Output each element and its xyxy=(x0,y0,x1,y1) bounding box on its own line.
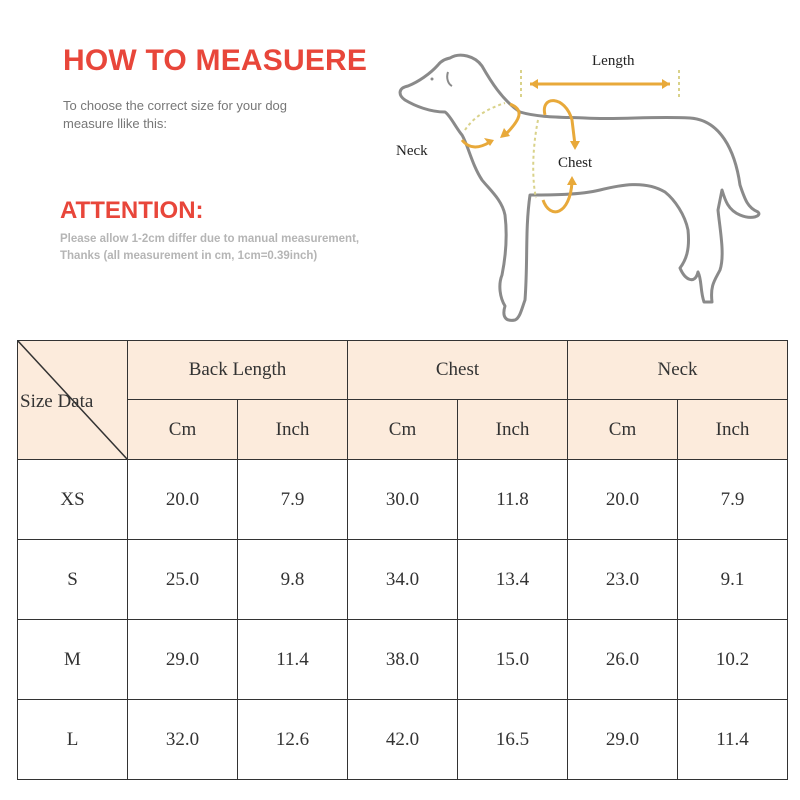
length-label: Length xyxy=(592,53,635,69)
corner-label: Size Data xyxy=(20,391,94,412)
value-cell: 20.0 xyxy=(568,460,678,540)
value-cell: 26.0 xyxy=(568,620,678,700)
value-cell: 20.0 xyxy=(128,460,238,540)
neck-label: Neck xyxy=(396,143,428,159)
instructions xyxy=(63,97,363,133)
value-cell: 13.4 xyxy=(458,540,568,620)
unit-header: Inch xyxy=(678,400,788,460)
group-header-back-length: Back Length xyxy=(128,341,348,400)
header-row-groups xyxy=(18,341,788,400)
value-cell: 30.0 xyxy=(348,460,458,540)
value-cell: 16.5 xyxy=(458,700,568,780)
value-cell: 38.0 xyxy=(348,620,458,700)
unit-header: Inch xyxy=(238,400,348,460)
table-row xyxy=(18,700,788,780)
size-cell: XS xyxy=(18,460,128,540)
unit-header: Inch xyxy=(458,400,568,460)
size-cell: S xyxy=(18,540,128,620)
value-cell: 29.0 xyxy=(128,620,238,700)
attention-heading: ATTENTION: xyxy=(60,197,204,224)
value-cell: 9.1 xyxy=(678,540,788,620)
value-cell: 23.0 xyxy=(568,540,678,620)
value-cell: 9.8 xyxy=(238,540,348,620)
dog-outline-icon xyxy=(400,55,759,320)
instructions-line-2: measure llike this: xyxy=(63,116,168,131)
value-cell: 7.9 xyxy=(678,460,788,540)
value-cell: 42.0 xyxy=(348,700,458,780)
attention-note-line-1: Please allow 1-2cm differ due to manual measurement, xyxy=(60,233,360,245)
corner-cell xyxy=(18,341,128,460)
dog-measurement-diagram xyxy=(390,40,770,330)
header-row-units xyxy=(18,400,788,460)
page-title: HOW TO MEASUERE xyxy=(63,44,368,77)
unit-header: Cm xyxy=(128,400,238,460)
unit-header: Cm xyxy=(568,400,678,460)
value-cell: 12.6 xyxy=(238,700,348,780)
value-cell: 25.0 xyxy=(128,540,238,620)
value-cell: 32.0 xyxy=(128,700,238,780)
group-header-chest: Chest xyxy=(348,341,568,400)
size-cell: M xyxy=(18,620,128,700)
unit-header: Cm xyxy=(348,400,458,460)
chest-label: Chest xyxy=(558,155,593,171)
size-chart-table xyxy=(17,340,788,780)
attention-note xyxy=(60,231,420,265)
value-cell: 11.8 xyxy=(458,460,568,540)
table-row xyxy=(18,620,788,700)
value-cell: 29.0 xyxy=(568,700,678,780)
instructions-line-1: To choose the correct size for your dog xyxy=(63,98,288,113)
table-row xyxy=(18,540,788,620)
value-cell: 7.9 xyxy=(238,460,348,540)
group-header-neck: Neck xyxy=(568,341,788,400)
table-row xyxy=(18,460,788,540)
value-cell: 15.0 xyxy=(458,620,568,700)
value-cell: 34.0 xyxy=(348,540,458,620)
value-cell: 11.4 xyxy=(678,700,788,780)
attention-note-line-2: Thanks (all measurement in cm, 1cm=0.39inch) xyxy=(60,250,318,262)
value-cell: 11.4 xyxy=(238,620,348,700)
value-cell: 10.2 xyxy=(678,620,788,700)
size-cell: L xyxy=(18,700,128,780)
